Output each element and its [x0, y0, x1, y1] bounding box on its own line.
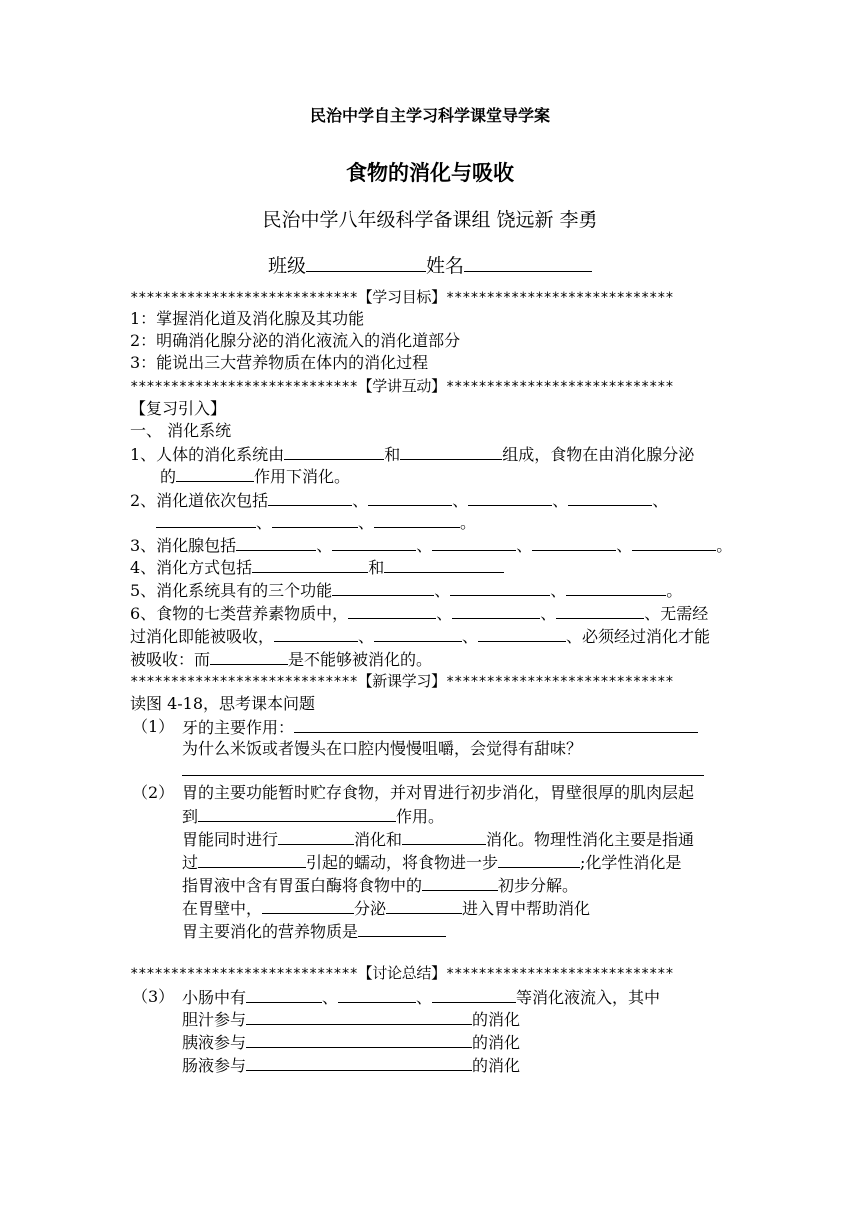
text: 牙的主要作用：	[182, 718, 295, 737]
answer-blank[interactable]	[272, 511, 358, 528]
text: 胃主要消化的营养物质是	[182, 922, 359, 941]
authors-line: 民治中学八年级科学备课组 饶远新 李勇	[262, 209, 598, 231]
answer-blank[interactable]	[556, 602, 644, 619]
interact-heading: 【学讲互动】	[357, 377, 446, 395]
text: 消化和	[354, 830, 403, 849]
pancreatic-line	[182, 1031, 520, 1054]
text: 、必须经过消化才能	[566, 627, 711, 646]
answer-blank[interactable]	[236, 534, 316, 551]
question-2-line1: 2、消化道依次包括 、 、 、 、	[130, 491, 669, 510]
text: 小肠中有	[182, 988, 247, 1007]
answer-blank[interactable]	[374, 511, 460, 528]
discussion-divider	[130, 962, 673, 985]
discussion-heading: 【讨论总结】	[357, 964, 446, 982]
text: 等消化液流入，其中	[516, 988, 661, 1007]
answer-blank[interactable]	[432, 986, 516, 1003]
stars-left: ****************************	[130, 290, 358, 306]
text: 被吸收：而	[130, 650, 211, 669]
intestine-line: 小肠中有 、 、 等消化液流入，其中	[182, 988, 661, 1007]
answer-blank[interactable]	[566, 579, 666, 596]
stomach-line4	[182, 851, 681, 874]
stomach-line6	[182, 897, 590, 920]
class-blank[interactable]	[306, 255, 426, 272]
answer-blank[interactable]	[182, 759, 704, 776]
text: 胆汁参与	[182, 1010, 247, 1029]
answer-blank[interactable]	[268, 489, 352, 506]
stomach-line2	[182, 805, 444, 828]
answer-blank[interactable]	[568, 489, 652, 506]
stars-right: ****************************	[445, 379, 674, 395]
answer-blank[interactable]	[262, 897, 354, 914]
text: 5、消化系统具有的三个功能	[130, 581, 333, 600]
stars-left: ****************************	[130, 379, 358, 395]
intestinal-juice-line	[182, 1054, 520, 1077]
answer-blank[interactable]	[176, 465, 254, 482]
text: 作用下消化。	[254, 467, 351, 486]
answer-blank[interactable]	[348, 602, 436, 619]
goal-item: 2：明确消化腺分泌的消化液流入的消化道部分	[130, 331, 461, 350]
answer-blank[interactable]	[246, 1008, 472, 1025]
new-lesson-divider	[130, 670, 673, 693]
item-2-number: （2）	[132, 783, 175, 802]
answer-blank[interactable]	[432, 534, 516, 551]
text: 作用。	[396, 807, 445, 826]
school-heading: 民治中学自主学习科学课堂导学案	[309, 106, 550, 125]
answer-blank[interactable]	[294, 716, 698, 733]
text: 胰液参与	[182, 1033, 247, 1052]
stars-right: ****************************	[445, 966, 674, 982]
text: 的消化	[472, 1010, 521, 1029]
text: 2、消化道依次包括	[130, 491, 269, 510]
answer-blank[interactable]	[468, 489, 552, 506]
text: 在胃壁中，	[182, 899, 263, 918]
stars-left: ****************************	[130, 674, 358, 690]
answer-blank[interactable]	[274, 625, 358, 642]
question-1-line2	[160, 465, 350, 488]
stomach-line7	[182, 920, 446, 943]
answer-blank[interactable]	[210, 648, 288, 665]
question-5: 5、消化系统具有的三个功能 、 、 。	[130, 581, 683, 600]
tooth-question	[182, 716, 698, 739]
stomach-line5	[182, 874, 578, 897]
answer-blank[interactable]	[374, 625, 462, 642]
text: 胃能同时进行	[182, 830, 279, 849]
answer-blank[interactable]	[532, 534, 616, 551]
class-label: 班级	[267, 255, 306, 277]
answer-blank[interactable]	[338, 986, 416, 1003]
question-6-line1: 6、食物的七类营养素物质中， 、 、 、无需经	[130, 604, 709, 623]
stars-left: ****************************	[130, 966, 358, 982]
item-1-number: （1）	[132, 717, 175, 736]
goals-divider	[130, 286, 673, 309]
question-3: 3、消化腺包括 、 、 、 、 。	[130, 536, 733, 555]
text: 进入胃中帮助消化	[462, 899, 591, 918]
text: 的消化	[472, 1033, 521, 1052]
answer-blank[interactable]	[332, 579, 434, 596]
answer-blank[interactable]	[452, 602, 540, 619]
answer-blank[interactable]	[278, 828, 354, 845]
review-heading: 【复习引入】	[130, 399, 227, 418]
text: 和	[368, 558, 385, 577]
text: 消化。物理性消化主要是指通	[486, 830, 695, 849]
text: 过	[182, 853, 199, 872]
text: 引起的蠕动，将食物进一步	[306, 853, 499, 872]
text: 分泌	[354, 899, 387, 918]
answer-blank[interactable]	[156, 511, 256, 528]
goal-item: 1：掌握消化道及消化腺及其功能	[130, 309, 365, 328]
text: 指胃液中含有胃蛋白酶将食物中的	[182, 876, 423, 895]
answer-blank[interactable]	[422, 874, 498, 891]
name-label: 姓名	[426, 255, 465, 277]
goals-heading: 【学习目标】	[357, 288, 446, 306]
answer-blank[interactable]	[246, 1054, 472, 1071]
interact-divider	[130, 375, 673, 398]
question-1-line1	[130, 443, 694, 466]
name-blank[interactable]	[464, 255, 592, 272]
answer-blank[interactable]	[400, 443, 502, 460]
answer-blank[interactable]	[632, 534, 716, 551]
sweet-answer-line	[182, 759, 704, 782]
text: 4、消化方式包括	[130, 558, 253, 577]
answer-blank[interactable]	[332, 534, 416, 551]
bile-line	[182, 1008, 520, 1031]
new-lesson-heading: 【新课学习】	[357, 672, 446, 690]
answer-blank[interactable]	[284, 443, 384, 460]
stars-right: ****************************	[445, 290, 674, 306]
text: 到	[182, 807, 199, 826]
text: 3、消化腺包括	[130, 536, 237, 555]
answer-blank[interactable]	[368, 489, 452, 506]
answer-blank[interactable]	[386, 897, 462, 914]
text: 过消化即能被吸收，	[130, 627, 275, 646]
answer-blank[interactable]	[478, 625, 566, 642]
text: 的	[160, 467, 177, 486]
question-6-line3	[130, 648, 432, 671]
answer-blank[interactable]	[402, 828, 486, 845]
page-title: 食物的消化与吸收	[346, 161, 514, 185]
text: 肠液参与	[182, 1056, 247, 1075]
item-3-number: （3）	[132, 987, 175, 1006]
stomach-line3	[182, 828, 694, 851]
answer-blank[interactable]	[198, 805, 396, 822]
text: 的消化	[472, 1056, 521, 1075]
text: 、无需经	[644, 604, 709, 623]
answer-blank[interactable]	[498, 851, 580, 868]
text: 6、食物的七类营养素物质中，	[130, 604, 349, 623]
answer-blank[interactable]	[358, 920, 446, 937]
stars-right: ****************************	[445, 674, 674, 690]
question-4	[130, 556, 504, 579]
reading-intro: 读图 4-18，思考课本问题	[130, 694, 316, 713]
answer-blank[interactable]	[246, 986, 322, 1003]
question-6-line2: 过消化即能被吸收， 、 、 、必须经过消化才能	[130, 627, 711, 646]
part-one-heading: 一、 消化系统	[130, 421, 232, 440]
answer-blank[interactable]	[384, 556, 504, 573]
answer-blank[interactable]	[246, 1031, 472, 1048]
sweet-question: 为什么米饭或者馒头在口腔内慢慢咀嚼，会觉得有甜味？	[182, 739, 583, 758]
text: 初步分解。	[498, 876, 579, 895]
text: 1、人体的消化系统由	[130, 445, 285, 464]
answer-blank[interactable]	[198, 851, 306, 868]
stomach-line1: 胃的主要功能暂时贮存食物，并对胃进行初步消化，胃壁很厚的肌肉层起	[182, 783, 695, 802]
question-2-line2: 、 、 。	[156, 511, 476, 534]
class-name-row	[0, 251, 860, 278]
text: ;化学性消化是	[580, 853, 682, 872]
text: 和	[384, 445, 401, 464]
text: 是不能够被消化的。	[288, 650, 433, 669]
answer-blank[interactable]	[450, 579, 550, 596]
text: 组成，食物在由消化腺分泌	[502, 445, 695, 464]
goal-item: 3：能说出三大营养物质在体内的消化过程	[130, 353, 429, 372]
answer-blank[interactable]	[252, 556, 368, 573]
